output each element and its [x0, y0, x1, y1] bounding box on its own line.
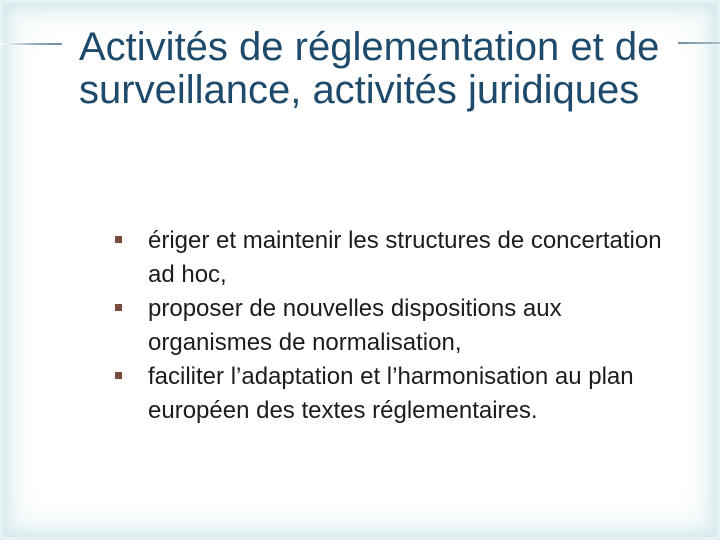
- bullet-list: [115, 224, 675, 428]
- bullet-text: faciliter l’adaptation et l’harmonisation au plan européen des textes réglementaires.: [148, 363, 634, 424]
- bullet-item-2: [115, 292, 675, 360]
- title-rule-right: [678, 42, 720, 44]
- bullet-item-3: [115, 360, 675, 428]
- bullet-text: proposer de nouvelles dispositions aux organismes de normalisation,: [148, 295, 562, 356]
- square-bullet-icon: [115, 236, 122, 243]
- bullet-item-1: [115, 224, 675, 292]
- title-rule-left: [0, 43, 62, 45]
- bullet-text: ériger et maintenir les structures de concertation ad hoc,: [148, 227, 662, 288]
- square-bullet-icon: [115, 304, 122, 311]
- square-bullet-icon: [115, 372, 122, 379]
- slide-title: Activités de réglementation et de surveillance, activités juridiques: [79, 25, 660, 112]
